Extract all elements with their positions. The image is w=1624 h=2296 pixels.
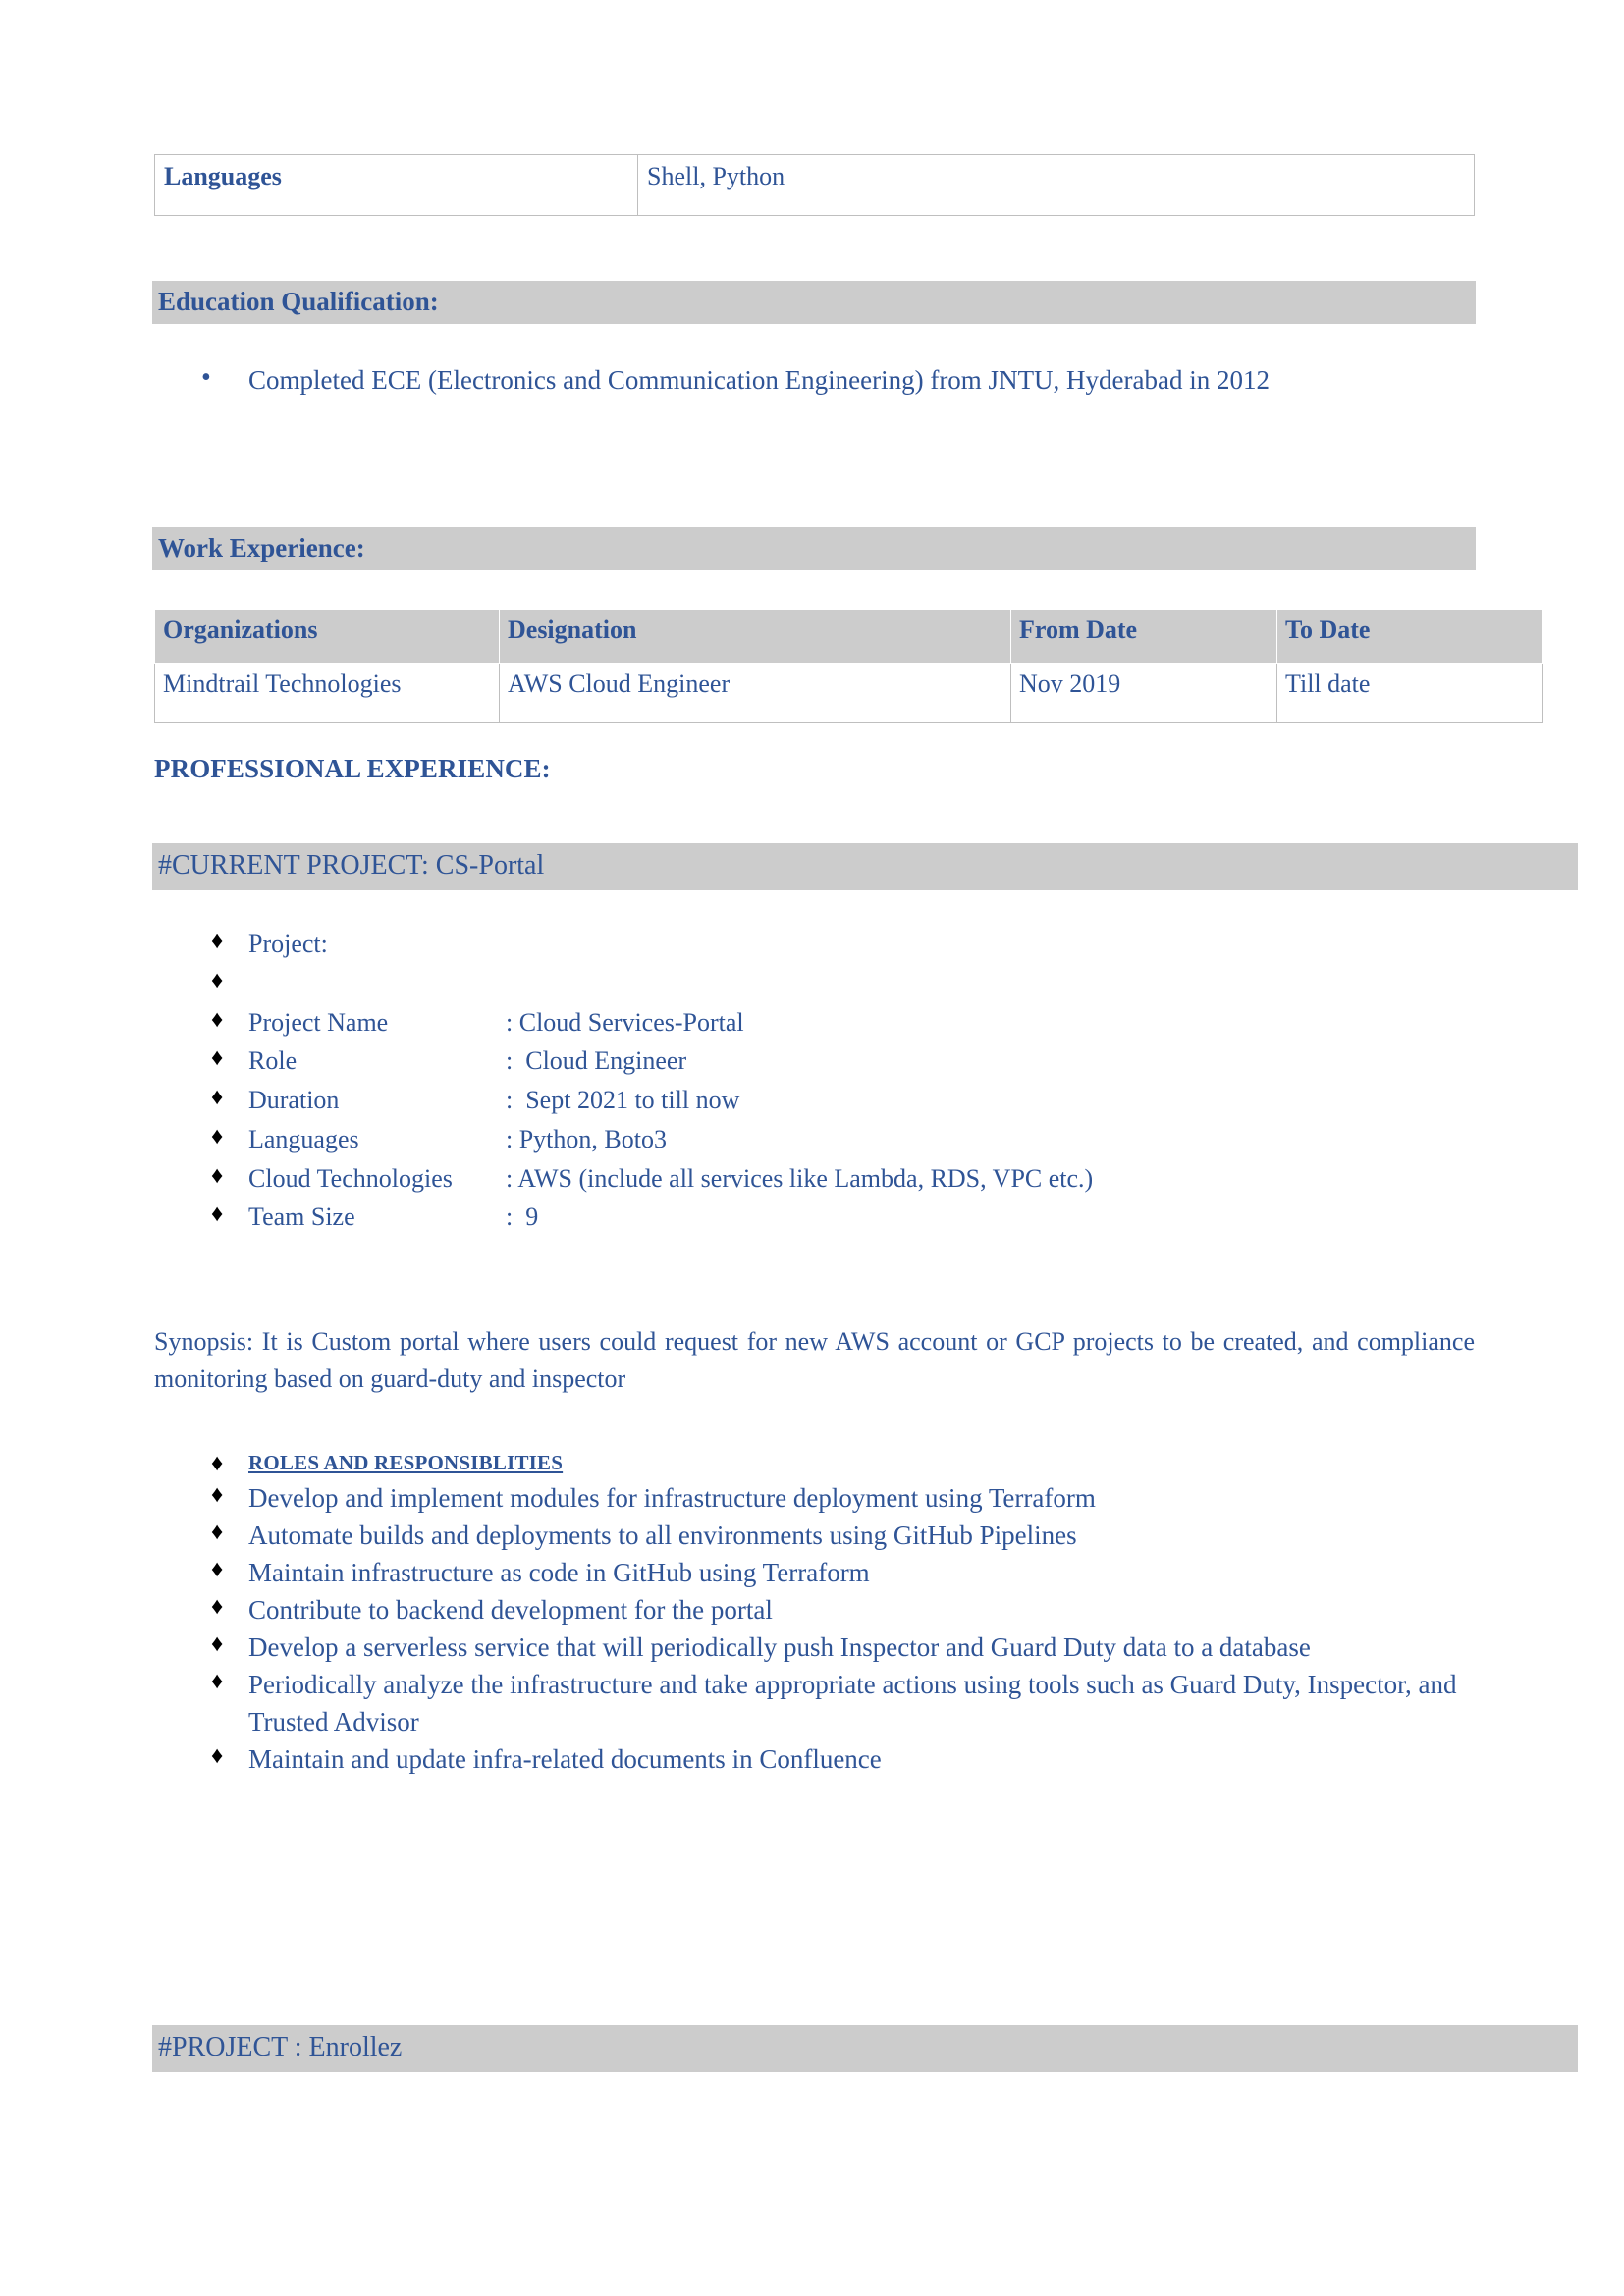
list-item: ♦ Maintain infrastructure as code in GitHub using Terraform	[154, 1554, 1480, 1591]
languages-value: Shell, Python	[638, 155, 1475, 216]
list-item	[154, 1159, 1529, 1199]
work-experience-table	[154, 609, 1543, 723]
list-item: ♦ Automate builds and deployments to all environments using GitHub Pipelines	[154, 1517, 1480, 1554]
languages-table	[154, 154, 1475, 216]
list-item: ♦ Maintain and update infra-related documents in Confluence	[154, 1740, 1480, 1778]
list-item	[154, 1120, 1529, 1159]
table-row	[155, 664, 1543, 723]
meta-value: : 9	[506, 1202, 539, 1232]
meta-label: Languages	[248, 1124, 359, 1153]
meta-label: Team Size	[248, 1202, 355, 1232]
section-heading-professional-experience: PROFESSIONAL EXPERIENCE:	[154, 754, 551, 783]
column-header-organizations: Organizations	[155, 610, 500, 664]
project-synopsis: Synopsis: It is Custom portal where users could request for new AWS account or GCP projects to be created, and compliance monitoring based on guard-duty and inspector	[154, 1327, 1475, 1393]
section-heading-current-project: #CURRENT PROJECT: CS-Portal	[152, 843, 1578, 890]
current-project-meta-list	[154, 925, 1529, 1237]
list-item: • Completed ECE (Electronics and Communication Engineering) from JNTU, Hyderabad in 2012	[154, 361, 1475, 399]
meta-label: Duration	[248, 1086, 340, 1115]
list-item: ♦ Develop and implement modules for infrastructure deployment using Terraform	[154, 1479, 1480, 1517]
column-header-to-date: To Date	[1277, 610, 1543, 664]
cell-organization: Mindtrail Technologies	[155, 664, 500, 723]
table-header-row	[155, 610, 1543, 664]
list-item	[154, 1198, 1529, 1237]
education-list	[154, 361, 1475, 399]
column-header-from-date: From Date	[1011, 610, 1277, 664]
meta-label: Cloud Technologies	[248, 1163, 453, 1193]
table-row	[155, 155, 1475, 216]
responsibilities-heading-text: ROLES AND RESPONSIBLITIES	[248, 1451, 564, 1474]
list-item	[154, 1081, 1529, 1120]
column-header-designation: Designation	[500, 610, 1011, 664]
languages-label: Languages	[155, 155, 638, 216]
meta-label: Project Name	[248, 1007, 389, 1037]
list-item	[154, 1003, 1529, 1042]
meta-value: : Sept 2021 to till now	[506, 1086, 740, 1115]
meta-label: Project:	[248, 930, 328, 958]
section-heading-project-enrollez: #PROJECT : Enrollez	[152, 2025, 1578, 2072]
list-item	[154, 1041, 1529, 1081]
section-heading-education: Education Qualification:	[152, 281, 1476, 324]
list-item: ♦ Periodically analyze the infrastructure and take appropriate actions using tools such as Guard Duty, Inspector, and Trusted Advisor	[154, 1666, 1480, 1740]
meta-value: : Python, Boto3	[506, 1124, 667, 1153]
list-item: ♦ Develop a serverless service that will periodically push Inspector and Guard Duty data to a database	[154, 1629, 1480, 1666]
list-item	[154, 964, 1529, 1003]
cell-to-date: Till date	[1277, 664, 1543, 723]
section-heading-work-experience: Work Experience:	[152, 527, 1476, 570]
meta-value: : Cloud Engineer	[506, 1046, 687, 1076]
list-item: ♦ Contribute to backend development for the portal	[154, 1591, 1480, 1629]
responsibilities-heading	[154, 1448, 1480, 1479]
meta-value: : Cloud Services-Portal	[506, 1007, 744, 1037]
list-item	[154, 925, 1529, 964]
meta-label: Role	[248, 1046, 298, 1076]
meta-value: : AWS (include all services like Lambda, RDS, VPC etc.)	[506, 1163, 1094, 1193]
responsibilities-list	[154, 1448, 1480, 1778]
cell-from-date: Nov 2019	[1011, 664, 1277, 723]
cell-designation: AWS Cloud Engineer	[500, 664, 1011, 723]
